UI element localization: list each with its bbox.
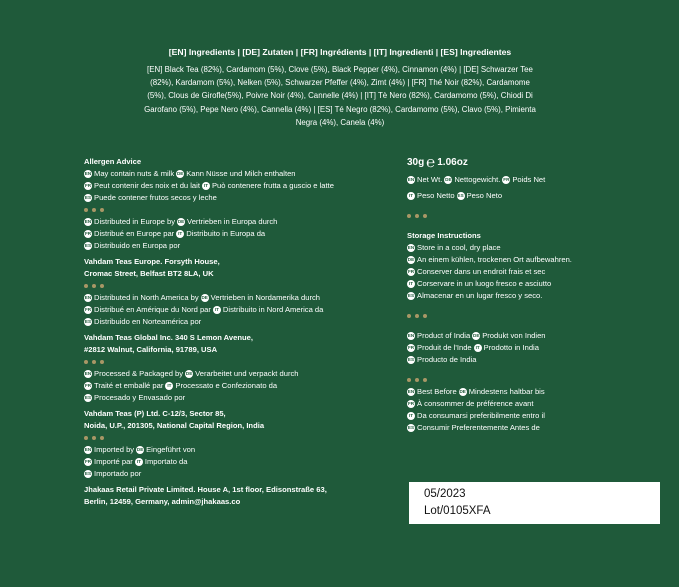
lang-badge-es: ES <box>84 395 92 400</box>
imported-fr: Importé par <box>94 457 133 466</box>
lang-badge-es: ES <box>407 425 415 430</box>
best-before-it-line <box>407 410 647 422</box>
net-it: Peso Netto <box>417 191 455 200</box>
best-before-de: Mindestens haltbar bis <box>468 387 545 396</box>
ingredients-line: Negra (4%), Canela (4%) <box>295 117 385 127</box>
estimated-sign-icon: ℮ <box>426 154 436 171</box>
dist-na-fr: Distribué en Amérique du Nord par <box>94 305 211 314</box>
allergen-es-text: Puede contener frutos secos y leche <box>94 193 217 202</box>
dist-na-es-line <box>84 316 374 328</box>
lang-badge-fr: FR <box>84 459 92 464</box>
ingredients-text <box>140 63 540 129</box>
imported-address-2: Berlin, 12459, Germany, admin@jhakaas.co <box>84 497 241 506</box>
lang-badge-en: EN <box>84 371 92 376</box>
dist-europe-en-de <box>84 216 374 228</box>
storage-es: Almacenar en un lugar fresco y seco. <box>417 291 543 300</box>
batch-code-box <box>409 482 660 524</box>
storage-title: Storage Instructions <box>407 231 481 240</box>
ingredients-header: [EN] Ingredients | [DE] Zutaten | [FR] Ingrédients | [IT] Ingredienti | [ES] Ingredientes <box>168 47 512 57</box>
net-es: Peso Neto <box>466 191 503 200</box>
lang-badge-en: EN <box>407 245 415 250</box>
right-column <box>407 156 647 434</box>
net-de: Nettogewicht. <box>454 175 501 184</box>
dist-na-es: Distribuido en Norteamérica por <box>94 317 202 326</box>
storage-it-line <box>407 278 647 290</box>
packed-fr: Traité et emballé par <box>94 381 164 390</box>
net-it-es <box>407 190 647 202</box>
lang-badge-de: DE <box>407 257 415 262</box>
separator-dots <box>84 280 374 292</box>
packed-es-line <box>84 392 374 404</box>
net-weight-oz: 1.06oz <box>437 157 468 168</box>
lang-badge-de: DE <box>185 371 193 376</box>
lang-badge-es: ES <box>407 357 415 362</box>
dist-na-address-2: #2812 Walnut, California, 91789, USA <box>84 345 218 354</box>
lang-badge-en: EN <box>407 177 415 182</box>
ingredients-line: Garofano (5%), Pepe Nero (4%), Cannella (4%) | [ES] Té Negro (82%), Cardamomo (5%), Clavo (5%), Pimienta <box>144 104 536 114</box>
lang-badge-de: DE <box>176 171 184 176</box>
allergen-fr-it <box>84 180 374 192</box>
origin-en-de <box>407 330 647 342</box>
dist-europe-de: Vertrieben in Europa durch <box>187 217 278 226</box>
net-weight-grams: 30g <box>407 157 425 168</box>
storage-de-line <box>407 254 647 266</box>
dist-europe-address-1: Vahdam Teas Europe. Forsyth House, <box>84 257 220 266</box>
best-before-es: Consumir Preferentemente Antes de <box>417 423 540 432</box>
origin-es-line <box>407 354 647 366</box>
storage-fr-line <box>407 266 647 278</box>
separator-dots <box>407 374 647 386</box>
lang-badge-it: IT <box>178 231 183 236</box>
lang-badge-fr: FR <box>84 383 92 388</box>
left-column <box>84 156 374 508</box>
allergen-en-de <box>84 168 374 180</box>
lang-badge-de: DE <box>136 447 144 452</box>
lang-badge-fr: FR <box>407 401 415 406</box>
lang-badge-es: ES <box>84 243 92 248</box>
dist-na-de: Vertrieben in Nordamerika durch <box>210 293 320 302</box>
lang-badge-it: IT <box>408 193 414 198</box>
origin-fr-it <box>407 342 647 354</box>
packed-address-2: Noida, U.P., 201305, National Capital Region, India <box>84 421 265 430</box>
imported-it: Importato da <box>144 457 188 466</box>
packed-address-1: Vahdam Teas (P) Ltd. C-12/3, Sector 85, <box>84 409 226 418</box>
origin-de: Produkt von Indien <box>482 331 546 340</box>
packed-it: Processato e Confezionato da <box>175 381 278 390</box>
storage-de: An einem kühlen, trockenen Ort aufbewahren. <box>417 255 572 264</box>
imported-fr-it <box>84 456 374 468</box>
origin-it: Prodotto in India <box>483 343 539 352</box>
best-before-date: 05/2023 <box>424 488 466 500</box>
packed-en: Processed & Packaged by <box>94 369 184 378</box>
best-before-fr-line <box>407 398 647 410</box>
allergen-de: Kann Nüsse und Milch enthalten <box>186 169 296 178</box>
lang-badge-es: ES <box>84 195 92 200</box>
lang-badge-en: EN <box>407 333 415 338</box>
lang-badge-es: ES <box>84 319 92 324</box>
lang-badge-es: ES <box>407 293 415 298</box>
lang-badge-es: ES <box>457 193 464 198</box>
lang-badge-de: DE <box>445 177 452 182</box>
dist-na-en-de <box>84 292 374 304</box>
imported-es-line <box>84 468 374 480</box>
lang-badge-en: EN <box>84 171 92 176</box>
lang-badge-it: IT <box>167 383 172 388</box>
storage-en-line <box>407 242 647 254</box>
dist-europe-es-line <box>84 240 374 252</box>
dist-europe-es: Distribuido en Europa por <box>94 241 181 250</box>
separator-dots <box>84 204 374 216</box>
lot-number: Lot/0105XFA <box>424 505 491 517</box>
storage-fr: Conserver dans un endroit frais et sec <box>417 267 546 276</box>
lang-badge-it: IT <box>475 345 480 350</box>
lang-badge-fr: FR <box>407 269 415 274</box>
lang-badge-fr: FR <box>84 307 92 312</box>
lang-badge-fr: FR <box>407 345 415 350</box>
lang-badge-en: EN <box>84 219 92 224</box>
best-before-en: Best Before <box>417 387 457 396</box>
best-before-it: Da consumarsi preferibilmente entro il <box>417 411 545 420</box>
lang-badge-fr: FR <box>84 183 92 188</box>
dist-na-it: Distribuito in Nord America da <box>222 305 324 314</box>
ingredients-line: [EN] Black Tea (82%), Cardamom (5%), Clove (5%), Black Pepper (4%), Cinnamon (4%) | [DE] Schwarzer Tee <box>147 65 533 74</box>
allergen-en: May contain nuts & milk <box>94 169 175 178</box>
dist-europe-fr: Distribué en Europe par <box>94 229 175 238</box>
net-en: Net Wt. <box>417 175 443 184</box>
storage-it: Corservare in un luogo fresco e asciutto <box>417 279 552 288</box>
lang-badge-de: DE <box>459 389 466 394</box>
best-before-es-line <box>407 422 647 434</box>
origin-es: Producto de India <box>417 355 477 364</box>
allergen-es <box>84 192 374 204</box>
lang-badge-en: EN <box>84 447 92 452</box>
origin-en: Product of India <box>417 331 471 340</box>
separator-dots <box>407 310 647 322</box>
dist-europe-en: Distributed in Europe by <box>94 217 176 226</box>
packed-en-de <box>84 368 374 380</box>
net-weight <box>407 156 647 170</box>
dist-europe-it: Distribuito in Europa da <box>186 229 266 238</box>
lang-badge-fr: FR <box>84 231 92 236</box>
origin-fr: Produit de l'Inde <box>417 343 472 352</box>
lang-badge-de: DE <box>177 219 185 224</box>
net-fr: Poids Net <box>512 175 546 184</box>
dist-na-fr-it <box>84 304 374 316</box>
packed-fr-it <box>84 380 374 392</box>
dist-europe-fr-it <box>84 228 374 240</box>
ingredients-line: (5%), Clous de Girofle(5%), Poivre Noir (4%), Cannelle (4%) | [IT] Tè Nero (82%), Cardamomo (5%), Chiodi Di <box>147 91 533 101</box>
lang-badge-it: IT <box>136 459 141 464</box>
lang-badge-it: IT <box>408 281 414 286</box>
dist-europe-address-2: Cromac Street, Belfast BT2 8LA, UK <box>84 269 214 278</box>
imported-en: Imported by <box>94 445 135 454</box>
packed-es: Procesado y Envasado por <box>94 393 186 402</box>
dist-na-en: Distributed in North America by <box>94 293 199 302</box>
lang-badge-de: DE <box>473 333 480 338</box>
lang-badge-de: DE <box>201 295 208 300</box>
imported-en-de <box>84 444 374 456</box>
allergen-fr: Peut contenir des noix et du lait <box>94 181 200 190</box>
lang-badge-es: ES <box>84 471 92 476</box>
dist-na-address-1: Vahdam Teas Global Inc. 340 S Lemon Avenue, <box>84 333 253 342</box>
imported-address-1: Jhakaas Retail Private Limited. House A, 1st floor, Edisonstraße 63, <box>84 485 327 494</box>
imported-es: Importado por <box>94 469 142 478</box>
imported-de: Eingeführt von <box>146 445 196 454</box>
allergen-it: Può contenere frutta a guscio e latte <box>211 181 334 190</box>
lang-badge-en: EN <box>407 389 415 394</box>
lang-badge-it: IT <box>214 307 219 312</box>
separator-dots <box>84 356 374 368</box>
lang-badge-fr: FR <box>503 177 510 182</box>
best-before-fr: À consommer de préférence avant <box>417 399 534 408</box>
separator-dots <box>84 432 374 444</box>
allergen-title: Allergen Advice <box>84 157 142 166</box>
lang-badge-it: IT <box>203 183 209 188</box>
storage-en: Store in a cool, dry place <box>417 243 501 252</box>
storage-es-line <box>407 290 647 302</box>
lang-badge-it: IT <box>408 413 414 418</box>
lang-badge-en: EN <box>84 295 92 300</box>
packed-de: Verarbeitet und verpackt durch <box>195 369 299 378</box>
best-before-en-de <box>407 386 647 398</box>
net-en-de-fr <box>407 174 647 186</box>
separator-dots <box>407 210 647 222</box>
ingredients-line: (82%), Kardamom (5%), Nelken (5%), Schwarzer Pfeffer (4%), Zimt (4%) | [FR] Thé Noir (82%), Cardamome <box>150 78 530 88</box>
